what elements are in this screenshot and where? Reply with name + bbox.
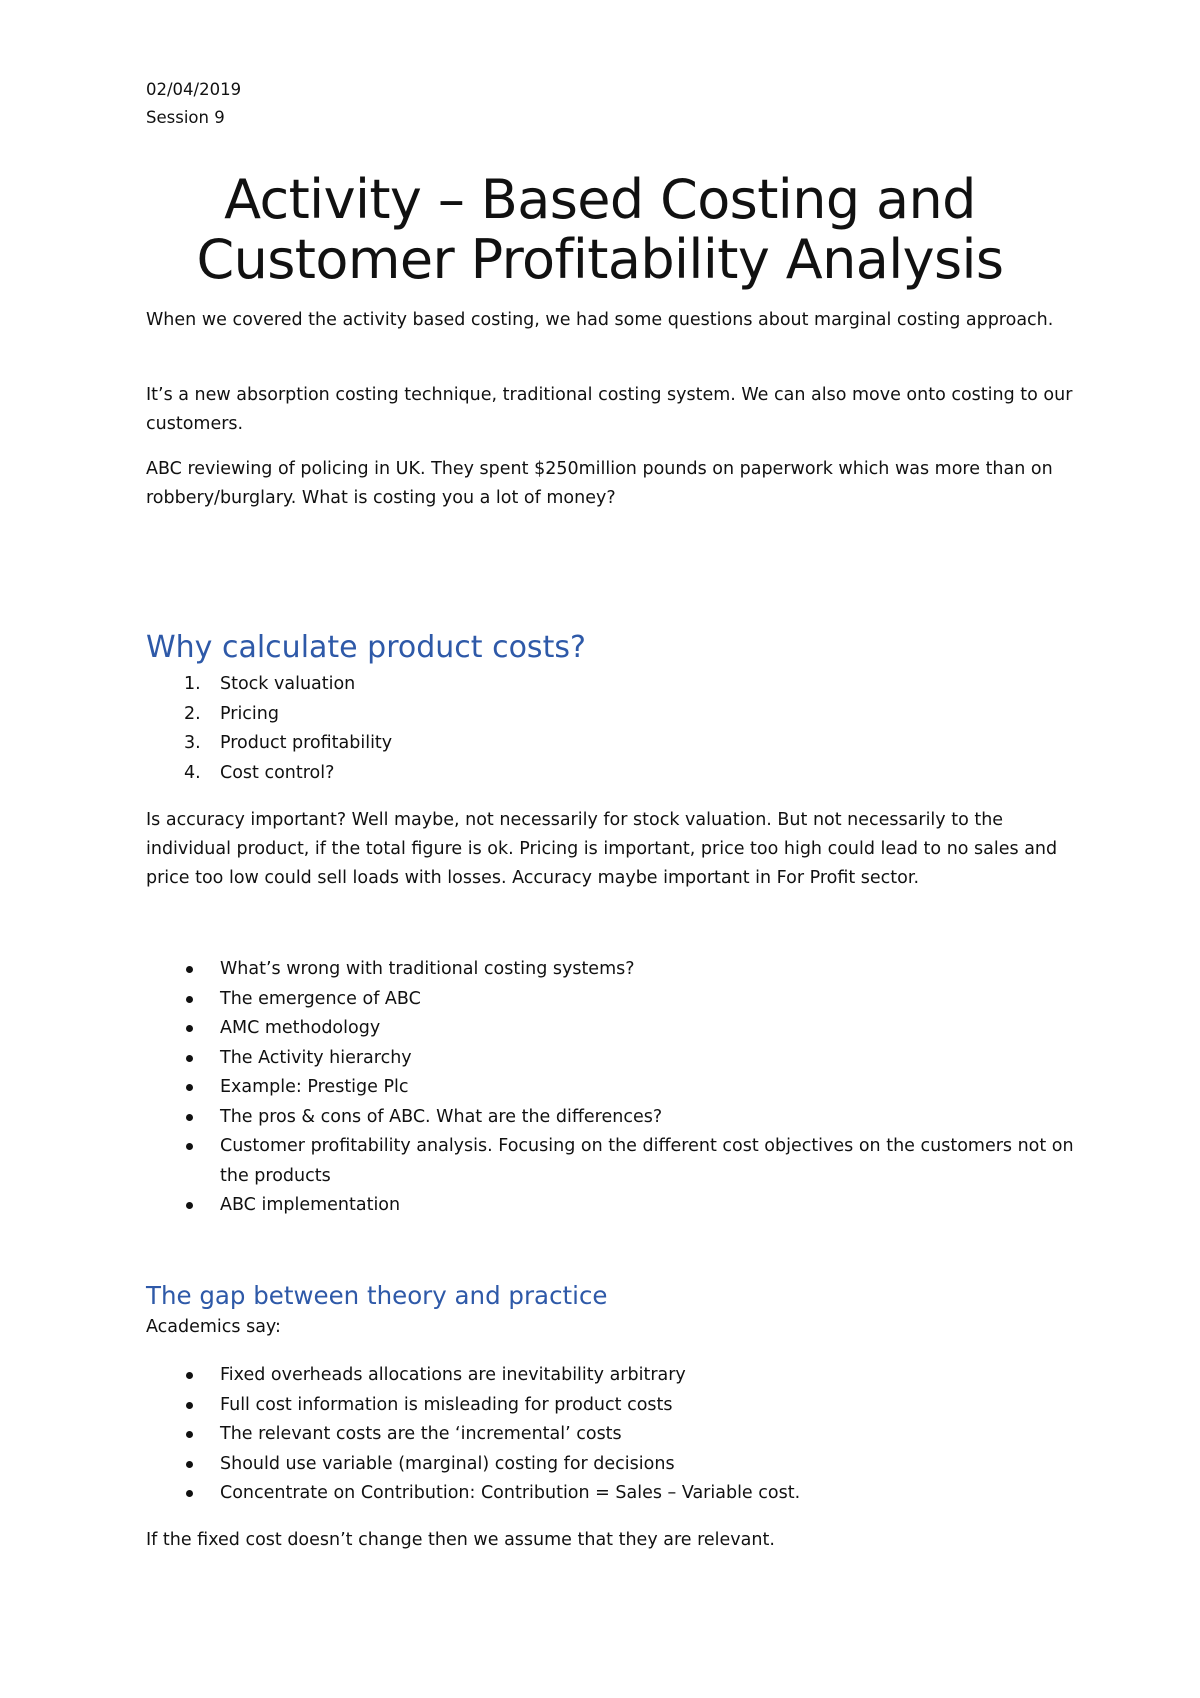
bullet-icon	[186, 996, 193, 1003]
intro-paragraph-3: ABC reviewing of policing in UK. They spent $250million pounds on paperwork which was more than on robbery/burglary. What is costing you a lot of money?	[146, 459, 1053, 508]
list-item	[146, 1103, 1076, 1133]
title-line-2: Customer Profitability Analysis	[196, 228, 1004, 291]
list-item	[146, 1132, 1076, 1191]
list-number: 3.	[184, 733, 201, 753]
list-item	[146, 1191, 1076, 1221]
bullet-icon	[186, 1461, 193, 1468]
list-item	[146, 1044, 1076, 1074]
list-item-text: Should use variable (marginal) costing for decisions	[220, 1453, 675, 1474]
list-number: 2.	[184, 703, 201, 724]
bullet-icon	[186, 966, 193, 973]
list-item-text: Fixed overheads allocations are inevitability arbitrary	[220, 1365, 686, 1385]
list-item	[146, 700, 1076, 730]
bullet-icon	[186, 1114, 193, 1121]
list-item-text: Concentrate on Contribution: Contribution = Sales – Variable cost.	[220, 1483, 801, 1503]
list-item-text: What’s wrong with traditional costing systems?	[220, 959, 635, 979]
list-item-text: The relevant costs are the ‘incremental’ costs	[220, 1424, 622, 1444]
list-item-text: Product profitability	[220, 733, 393, 753]
topics-bullet-list	[146, 955, 1076, 1221]
section-heading-why-product-costs: Why calculate product costs?	[146, 630, 586, 665]
bullet-icon	[186, 1025, 193, 1032]
bullet-icon	[186, 1372, 193, 1379]
list-item-text: AMC methodology	[220, 1018, 381, 1038]
closing-paragraph: If the fixed cost doesn’t change then we assume that they are relevant.	[146, 1530, 775, 1550]
list-item-text: The emergence of ABC	[220, 988, 421, 1009]
bullet-icon	[186, 1431, 193, 1438]
bullet-icon	[186, 1402, 193, 1409]
list-item	[146, 955, 1076, 985]
list-item-text: Cost control?	[220, 762, 335, 783]
list-item-text: Example: Prestige Plc	[220, 1077, 409, 1097]
academics-bullet-list	[146, 1361, 1076, 1509]
list-item	[146, 1361, 1076, 1391]
bullet-icon	[186, 1490, 193, 1497]
list-item-text: ABC implementation	[220, 1195, 401, 1215]
list-item	[146, 1420, 1076, 1450]
date-line: 02/04/2019	[146, 80, 242, 99]
list-item-text: Pricing	[220, 703, 279, 724]
list-item	[146, 1014, 1076, 1044]
title-line-1: Activity – Based Costing and	[224, 168, 976, 231]
list-item	[146, 1450, 1076, 1480]
list-item	[146, 729, 1076, 759]
intro-paragraph-2: It’s a new absorption costing technique, traditional costing system. We can also move onto costing to our customers.	[146, 385, 1073, 434]
numbered-list-reasons	[146, 670, 1076, 788]
academics-lead: Academics say:	[146, 1317, 281, 1337]
list-item	[146, 1073, 1076, 1103]
list-item-text: Stock valuation	[220, 674, 356, 694]
intro-paragraph-1: When we covered the activity based costing, we had some questions about marginal costing approach.	[146, 310, 1054, 330]
bullet-icon	[186, 1084, 193, 1091]
list-item	[146, 1479, 1076, 1509]
list-item	[146, 1391, 1076, 1421]
list-item	[146, 759, 1076, 789]
list-item-text: The pros & cons of ABC. What are the differences?	[220, 1106, 663, 1127]
list-number: 4.	[184, 762, 201, 783]
section-heading-theory-practice: The gap between theory and practice	[146, 1281, 608, 1310]
list-item-text: Customer profitability analysis. Focusing on the different cost objectives on the customers not on the products	[220, 1136, 1074, 1186]
list-item	[146, 670, 1076, 700]
accuracy-paragraph: Is accuracy important? Well maybe, not necessarily for stock valuation. But not necessarily to the individual product, if the total figure is ok. Pricing is important, price too high could lead to no sales and price too low could sell loads with losses. Accuracy maybe important in For Profit sector.	[146, 810, 1058, 888]
list-item-text: The Activity hierarchy	[220, 1047, 412, 1068]
list-item-text: Full cost information is misleading for product costs	[220, 1394, 673, 1415]
document-header	[146, 76, 241, 132]
bullet-icon	[186, 1143, 193, 1150]
bullet-icon	[186, 1055, 193, 1062]
session-line: Session 9	[146, 108, 225, 127]
bullet-icon	[186, 1202, 193, 1209]
document-title	[0, 170, 1200, 290]
list-number: 1.	[184, 674, 201, 694]
list-item	[146, 985, 1076, 1015]
